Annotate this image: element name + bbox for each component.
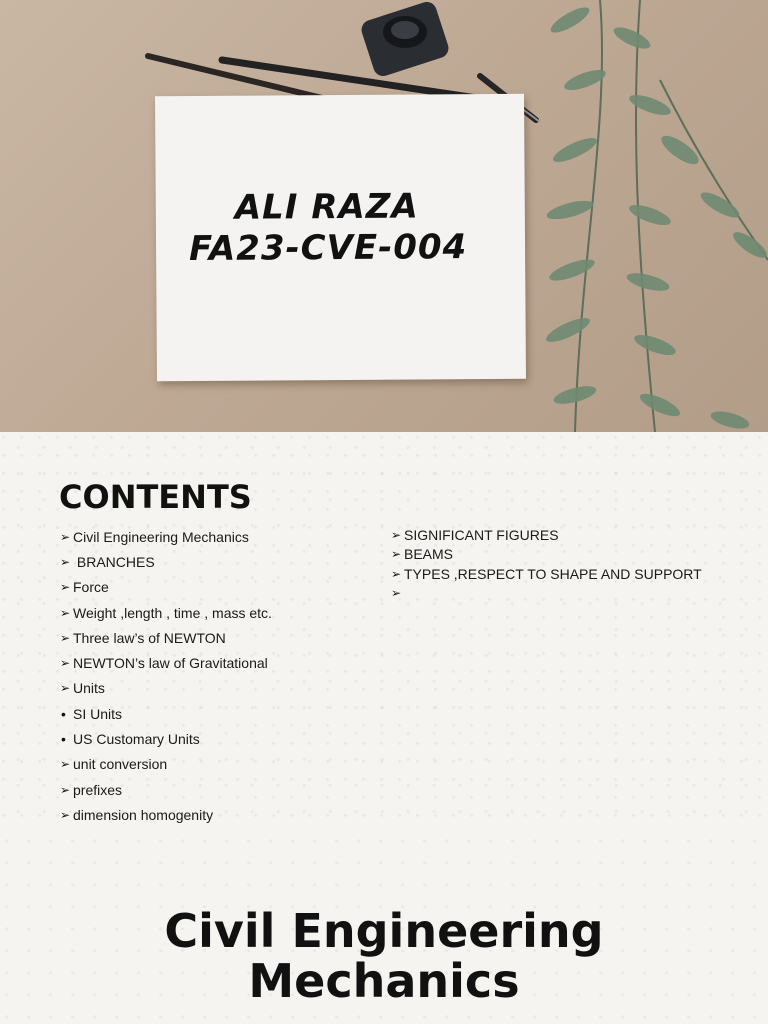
arrow-bullet-icon: ➢ xyxy=(60,580,71,595)
list-item xyxy=(60,701,272,726)
list-item xyxy=(391,545,702,565)
list-item xyxy=(60,549,272,574)
list-item xyxy=(60,726,272,751)
plant-leaves-icon xyxy=(543,3,768,432)
arrow-bullet-icon: ➢ xyxy=(60,554,71,569)
list-item-label: Force xyxy=(73,579,109,596)
list-item xyxy=(60,600,272,625)
arrow-bullet-icon: ➢ xyxy=(60,782,71,797)
list-item-label: dimension homogenity xyxy=(73,806,214,823)
arrow-bullet-icon: ➢ xyxy=(60,681,71,696)
arrow-bullet-icon: ➢ xyxy=(60,529,71,544)
section-title-line-1: Civil Engineering xyxy=(164,904,604,958)
list-item-label: Three law’s of NEWTON xyxy=(73,629,226,646)
list-item xyxy=(60,524,272,549)
list-item xyxy=(60,777,272,802)
contents-slide xyxy=(0,432,768,832)
arrow-bullet-icon: ➢ xyxy=(60,630,71,645)
bullet-icon: • xyxy=(61,705,66,722)
contents-list-right xyxy=(391,525,702,603)
arrow-bullet-icon: ➢ xyxy=(60,807,71,822)
ink-bottle-icon xyxy=(359,0,451,79)
list-item-label: Civil Engineering Mechanics xyxy=(73,528,249,545)
list-item xyxy=(391,584,702,604)
list-item-label: Units xyxy=(73,680,105,697)
section-title-line-2: Mechanics xyxy=(248,954,520,1008)
author-name: ALI RAZA xyxy=(234,186,419,228)
list-item-label: BEAMS xyxy=(404,546,454,563)
arrow-bullet-icon: ➢ xyxy=(60,656,71,671)
section-title-slide xyxy=(0,832,768,1024)
list-item-label: unit conversion xyxy=(73,756,168,773)
list-item-label: SIGNIFICANT FIGURES xyxy=(404,526,559,543)
arrow-bullet-icon: ➢ xyxy=(391,586,402,601)
arrow-bullet-icon: ➢ xyxy=(60,757,71,772)
list-item xyxy=(391,525,702,545)
list-item xyxy=(60,575,272,600)
bullet-icon: • xyxy=(61,731,66,748)
student-id: FA23-CVE-004 xyxy=(188,227,468,270)
arrow-bullet-icon: ➢ xyxy=(391,566,402,581)
list-item xyxy=(60,625,272,650)
list-item-label: BRANCHES xyxy=(73,553,155,570)
list-item xyxy=(60,802,272,827)
list-item-label: Weight ,length , time , mass etc. xyxy=(73,604,272,621)
cover-slide xyxy=(0,0,768,432)
arrow-bullet-icon: ➢ xyxy=(391,527,402,542)
section-title xyxy=(0,906,768,1006)
contents-list-left xyxy=(60,524,272,828)
list-item-label: SI Units xyxy=(73,705,123,722)
arrow-bullet-icon: ➢ xyxy=(391,547,402,562)
list-item-label: prefixes xyxy=(73,781,123,798)
paper-card xyxy=(155,94,526,382)
list-item xyxy=(60,676,272,701)
list-item-label: US Customary Units xyxy=(73,731,200,748)
list-item-label: TYPES ,RESPECT TO SHAPE AND SUPPORT xyxy=(404,565,702,582)
list-item xyxy=(60,650,272,675)
list-item xyxy=(391,564,702,584)
contents-title: CONTENTS xyxy=(59,478,252,516)
list-item xyxy=(60,752,272,777)
arrow-bullet-icon: ➢ xyxy=(60,605,71,620)
list-item-label: NEWTON’s law of Gravitational xyxy=(73,655,268,672)
